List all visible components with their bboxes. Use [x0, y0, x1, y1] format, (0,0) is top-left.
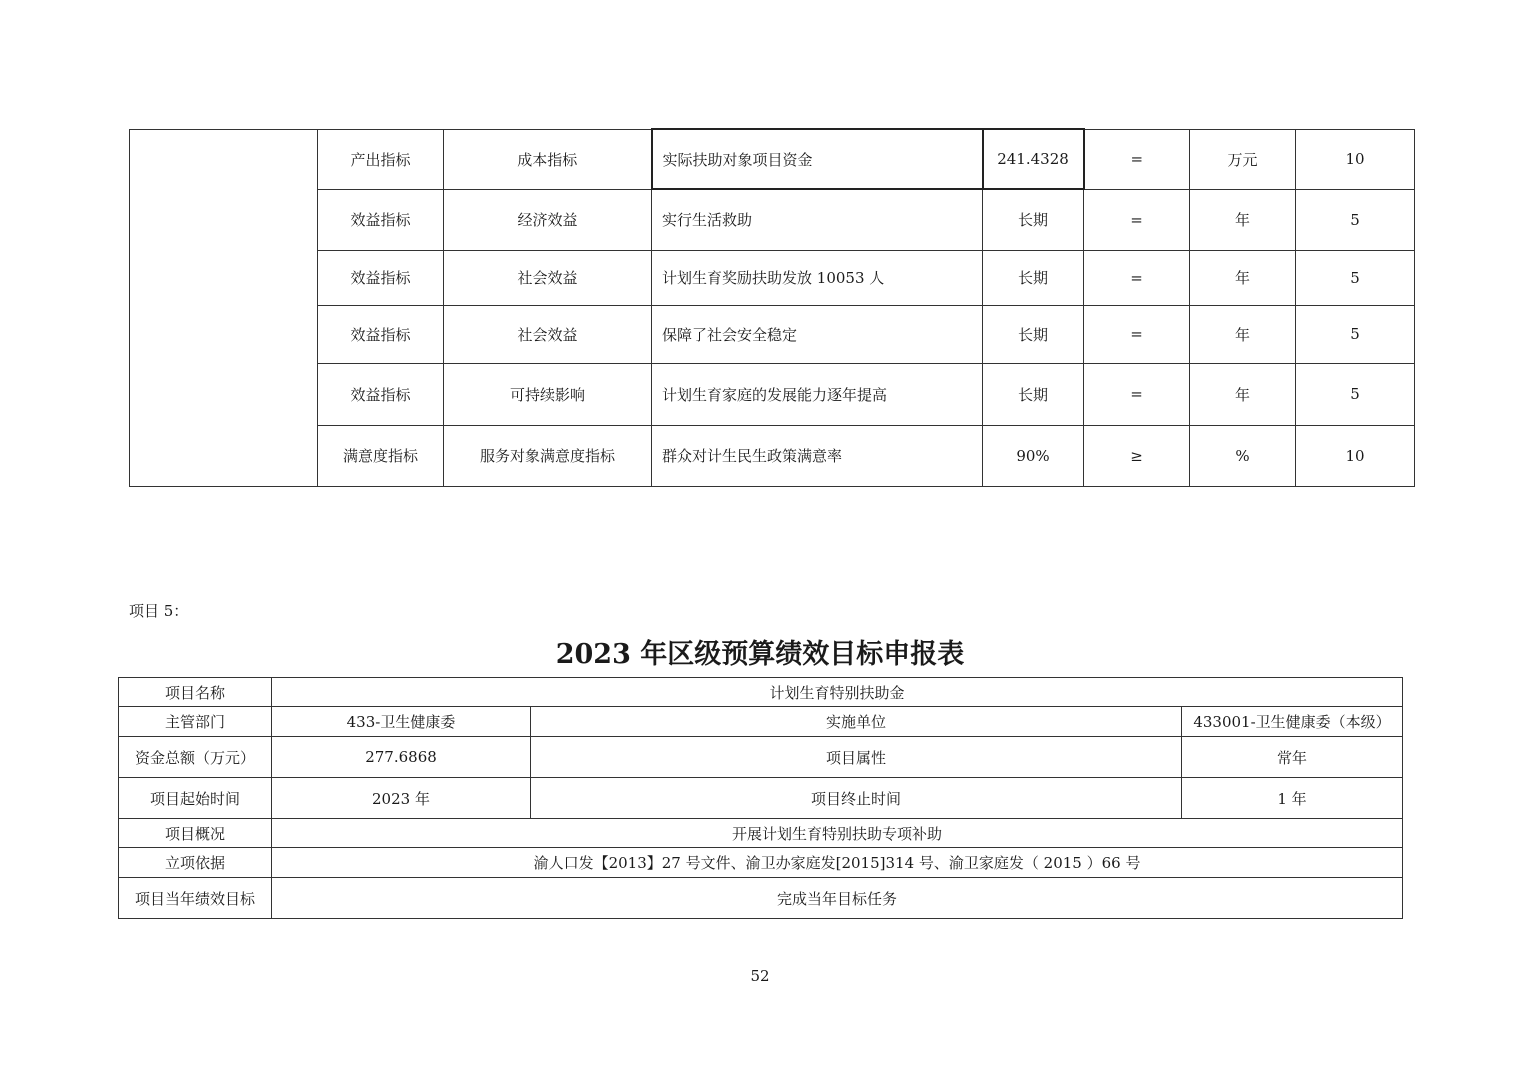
- indicator-table: [129, 128, 1415, 487]
- project-label: 项目 5：: [129, 602, 189, 620]
- impl-label: 实施单位: [531, 707, 1182, 737]
- indicator-operator: =: [1084, 363, 1190, 425]
- overview-value: 开展计划生育特别扶助专项补助: [272, 819, 1403, 848]
- indicator-row: [130, 425, 1415, 486]
- start-value: 2023 年: [272, 778, 531, 819]
- indicator-value: 90%: [983, 425, 1084, 486]
- indicator-content: 群众对计生民生政策满意率: [652, 425, 983, 486]
- indicator-unit: %: [1190, 425, 1296, 486]
- indicator-row: [130, 189, 1415, 250]
- indicator-unit: 年: [1190, 250, 1296, 305]
- indicator-content: 实际扶助对象项目资金: [652, 129, 983, 189]
- blank-merged-cell: [130, 129, 318, 486]
- level1-indicator: 效益指标: [318, 250, 444, 305]
- level2-indicator: 可持续影响: [444, 363, 652, 425]
- indicator-weight: 5: [1296, 305, 1415, 363]
- indicator-content: 计划生育家庭的发展能力逐年提高: [652, 363, 983, 425]
- level1-indicator: 效益指标: [318, 305, 444, 363]
- indicator-weight: 5: [1296, 250, 1415, 305]
- indicator-weight: 5: [1296, 363, 1415, 425]
- basis-value: 渝人口发【2013】27 号文件、渝卫办家庭发[2015]314 号、渝卫家庭发（ 2015 ）66 号: [272, 848, 1403, 878]
- indicator-content: 计划生育奖励扶助发放 10053 人: [652, 250, 983, 305]
- fund-label: 资金总额（万元）: [119, 737, 272, 778]
- form-title: 2023 年区级预算绩效目标申报表: [555, 639, 965, 670]
- indicator-value: 长期: [983, 189, 1084, 250]
- basis-label: 立项依据: [119, 848, 272, 878]
- end-label: 项目终止时间: [531, 778, 1182, 819]
- fund-value: 277.6868: [272, 737, 531, 778]
- dept-label: 主管部门: [119, 707, 272, 737]
- dept-value: 433-卫生健康委: [272, 707, 531, 737]
- indicator-operator: =: [1084, 129, 1190, 189]
- indicator-operator: =: [1084, 250, 1190, 305]
- indicator-content: 实行生活救助: [652, 189, 983, 250]
- project-info-table: [118, 677, 1403, 919]
- page-number: 52: [750, 967, 770, 985]
- indicator-unit: 万元: [1190, 129, 1296, 189]
- info-row: [119, 819, 1403, 848]
- indicator-operator: ≥: [1084, 425, 1190, 486]
- level2-indicator: 成本指标: [444, 129, 652, 189]
- goal-value: 完成当年目标任务: [272, 878, 1403, 919]
- goal-label: 项目当年绩效目标: [119, 878, 272, 919]
- indicator-value: 241.4328: [983, 129, 1084, 189]
- info-row: [119, 737, 1403, 778]
- level2-indicator: 社会效益: [444, 250, 652, 305]
- indicator-weight: 10: [1296, 129, 1415, 189]
- level2-indicator: 服务对象满意度指标: [444, 425, 652, 486]
- indicator-weight: 10: [1296, 425, 1415, 486]
- indicator-value: 长期: [983, 305, 1084, 363]
- level1-indicator: 效益指标: [318, 363, 444, 425]
- indicator-value: 长期: [983, 250, 1084, 305]
- level2-indicator: 经济效益: [444, 189, 652, 250]
- start-label: 项目起始时间: [119, 778, 272, 819]
- indicator-row: [130, 129, 1415, 189]
- level1-indicator: 效益指标: [318, 189, 444, 250]
- info-row: [119, 878, 1403, 919]
- overview-label: 项目概况: [119, 819, 272, 848]
- indicator-weight: 5: [1296, 189, 1415, 250]
- indicator-operator: =: [1084, 305, 1190, 363]
- attr-value: 常年: [1182, 737, 1403, 778]
- project-name-value: 计划生育特别扶助金: [272, 678, 1403, 707]
- indicator-unit: 年: [1190, 363, 1296, 425]
- level1-indicator: 满意度指标: [318, 425, 444, 486]
- indicator-value: 长期: [983, 363, 1084, 425]
- attr-label: 项目属性: [531, 737, 1182, 778]
- info-row: [119, 778, 1403, 819]
- end-value: 1 年: [1182, 778, 1403, 819]
- indicator-unit: 年: [1190, 305, 1296, 363]
- indicator-row: [130, 363, 1415, 425]
- level2-indicator: 社会效益: [444, 305, 652, 363]
- indicator-unit: 年: [1190, 189, 1296, 250]
- info-row: [119, 678, 1403, 707]
- indicator-row: [130, 250, 1415, 305]
- indicator-row: [130, 305, 1415, 363]
- info-row: [119, 848, 1403, 878]
- level1-indicator: 产出指标: [318, 129, 444, 189]
- indicator-content: 保障了社会安全稳定: [652, 305, 983, 363]
- info-row: [119, 707, 1403, 737]
- indicator-operator: =: [1084, 189, 1190, 250]
- project-name-label: 项目名称: [119, 678, 272, 707]
- impl-value: 433001-卫生健康委（本级）: [1182, 707, 1403, 737]
